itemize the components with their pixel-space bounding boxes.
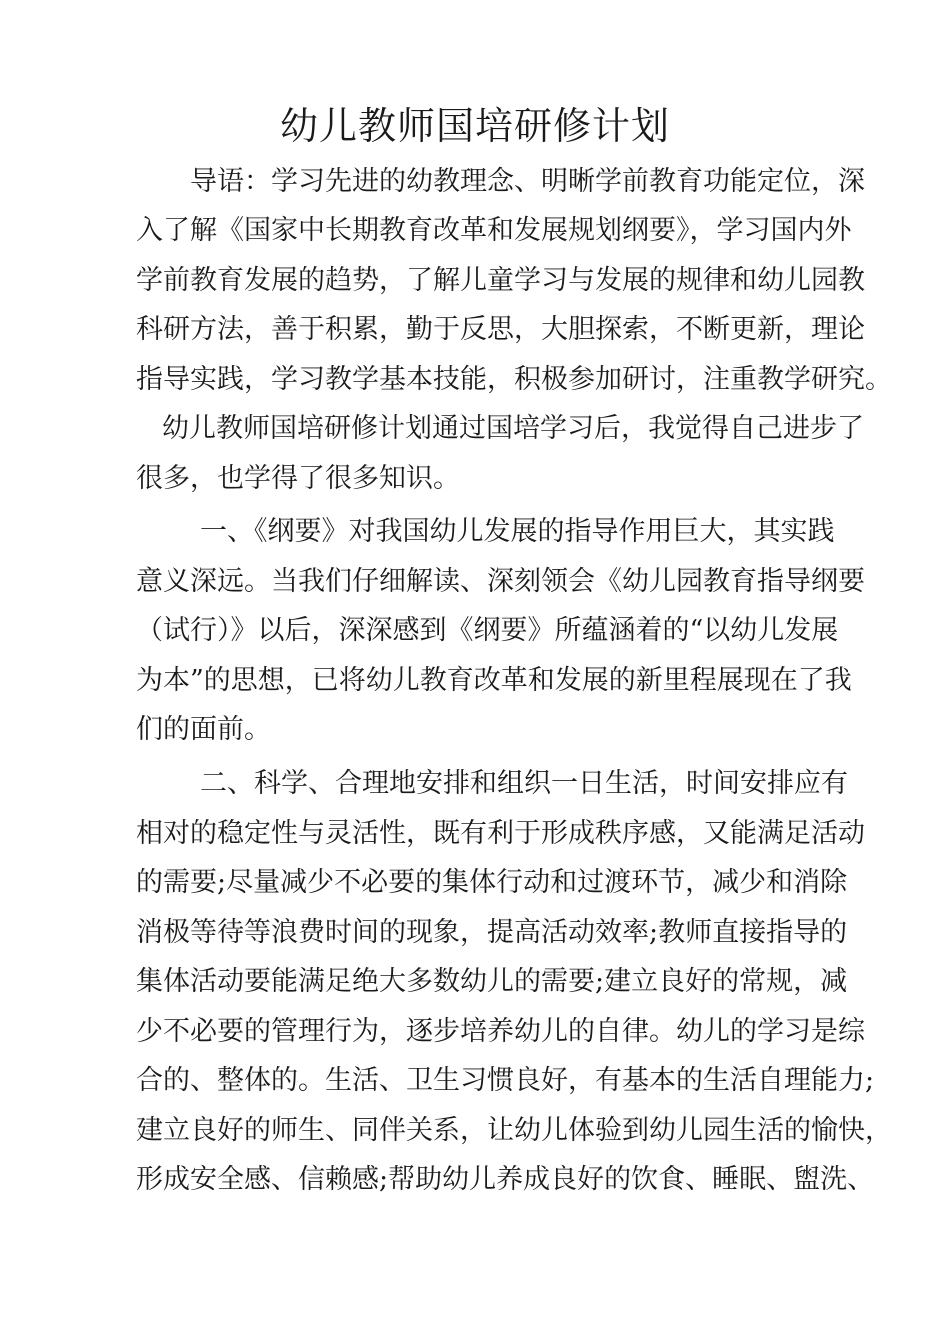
section-one-line: 一、《纲要》对我国幼儿发展的指导作用巨大，其实践	[200, 516, 835, 547]
section-two-line: 形成安全感、信赖感;帮助幼儿养成良好的饮食、睡眠、盥洗、	[136, 1164, 875, 1195]
intro-line: 科研方法，善于积累，勤于反思，大胆探索，不断更新，理论	[136, 314, 865, 345]
paragraph-line: 幼儿教师国培研修计划通过国培学习后，我觉得自己进步了	[162, 413, 864, 444]
section-two-line: 集体活动要能满足绝大多数幼儿的需要;建立良好的常规，减	[136, 966, 848, 997]
intro-line: 学前教育发展的趋势，了解儿童学习与发展的规律和幼儿园教	[136, 265, 865, 296]
section-two-line: 相对的稳定性与灵活性，既有利于形成秩序感，又能满足活动	[136, 818, 865, 849]
section-two-line: 合的、整体的。生活、卫生习惯良好，有基本的生活自理能力;	[136, 1065, 875, 1096]
intro-line: 导语：学习先进的幼教理念、明晰学前教育功能定位，深	[190, 166, 865, 197]
intro-line: 入了解《国家中长期教育改革和发展规划纲要》，学习国内外	[136, 215, 852, 246]
section-two-line: 少不必要的管理行为，逐步培养幼儿的自律。幼儿的学习是综	[136, 1016, 865, 1047]
paragraph-line: 很多，也学得了很多知识。	[136, 463, 460, 494]
section-two-line: 消极等待等浪费时间的现象，提高活动效率;教师直接指导的	[136, 917, 848, 948]
section-one-line: 们的面前。	[136, 714, 271, 745]
section-one-line: 为本”的思想，已将幼儿教育改革和发展的新里程展现在了我	[136, 665, 852, 696]
page-title: 幼儿教师国培研修计划	[279, 104, 670, 148]
section-two-line: 建立良好的师生、同伴关系，让幼儿体验到幼儿园生活的愉快，	[136, 1115, 892, 1146]
section-two-line: 二、科学、合理地安排和组织一日生活，时间安排应有	[200, 768, 848, 799]
section-two-line: 的需要;尽量减少不必要的集体行动和过渡环节，减少和消除	[136, 867, 848, 898]
intro-line: 指导实践，学习教学基本技能，积极参加研讨，注重教学研究。	[136, 364, 892, 395]
section-one-line: 意义深远。当我们仔细解读、深刻领会《幼儿园教育指导纲要	[136, 566, 865, 597]
section-one-line: （试行）》以后，深深感到《纲要》所蕴涵着的“以幼儿发展	[136, 615, 839, 646]
